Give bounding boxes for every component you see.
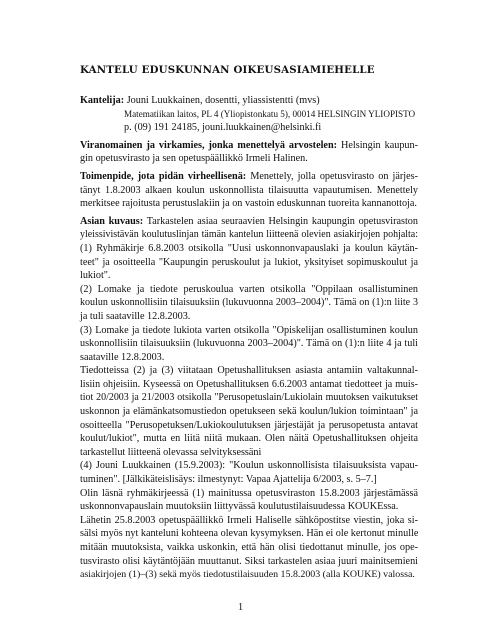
body-line: osoitteella "Perusopetuksen/Lukiokoulutuksen järjestäjät ja perusopetusta antavat	[80, 419, 418, 431]
viranomainen-section	[80, 139, 418, 166]
toimenpide-first-line	[80, 170, 418, 184]
asian-kuvaus-section	[80, 215, 418, 582]
body-line: yleissivistävän koulutuslinjan tämän kantelun liitteenä olevien asiakirjojen pohjalta:	[80, 229, 418, 241]
kantelija-name: Jouni Luukkainen, dosentti, yliassistentti (mvs)	[126, 95, 320, 106]
body-line: teet" ja osoitteella "Kaupungin peruskoulut ja lukiot, yksityiset sopimuskoulut ja	[80, 256, 418, 268]
toimenpide-line: merkitsee rajoitusta perustuslakiin ja on vastoin eduskunnan tuoreita kannanottoja.	[80, 198, 417, 210]
viranomainen-rest: gin opetusvirasto ja sen opetuspäällikkö Irmeli Halinen.	[80, 153, 308, 165]
document-body	[80, 94, 418, 586]
asian-kuvaus-label: Asian kuvaus:	[80, 215, 144, 227]
body-line: (2) Lomake ja tiedote peruskoulua varten otsikolla "Oppilaan osallistuminen	[80, 283, 418, 295]
body-line: asiakirjojen (1)–(3) sekä myös tiedotustilaisuuden 15.8.2003 (alla KOUKE) valossa.	[80, 569, 415, 581]
page-number: 1	[238, 602, 244, 613]
toimenpide-line: tänyt 1.8.2003 alkaen koulun uskonnollista tilaisuutta vapautumisen. Menettely	[80, 184, 418, 196]
viranomainen-label: Viranomainen ja virkamies, jonka menettelyä arvostelen:	[80, 139, 338, 151]
body-line: tiot 20/2003 ja 21/2003 otsikolla "Perusopetuslain/Lukiolain muutoksen vaikutukset	[80, 392, 418, 404]
kantelija-contact: p. (09) 191 24185, jouni.luukkainen@helsinki.fi	[124, 122, 322, 134]
body-line: lisiin ohjeisiin. Kyseessä on Opetushallituksen 6.6.2003 antamat tiedotteet ja muis-	[80, 378, 418, 390]
body-line: tarkastellut liitteenä olevassa selvityksessäni	[80, 446, 262, 458]
body-line: koulun uskonnollisiin tilaisuuksiin (lukuvuonna 2003–2004)". Tämä on (1):n liite 3	[80, 297, 418, 309]
body-line: Lähetin 25.8.2003 opetuspäällikkö Irmeli Haliselle sähköpostitse viestin, joka si-	[80, 514, 418, 526]
kantelija-section	[80, 94, 418, 135]
asian-kuvaus-first-line	[80, 215, 418, 229]
asian-kuvaus-text: Tarkastelen asiaa seuraavien Helsingin kaupungin opetusviraston	[146, 215, 418, 227]
viranomainen-first-line	[80, 139, 418, 153]
viranomainen-text: Helsingin kaupun-	[341, 139, 419, 151]
body-line: koulut/lukiot", mutta en liitä niitä mukaan. Olen näitä Opetushallituksen ohjeita	[80, 433, 418, 445]
body-line: tuminen". [Jälkikäteislisäys: ilmestynyt: Vapaa Ajattelija 6/2003, s. 5–7.]	[80, 474, 377, 486]
body-line: saataville 12.8.2003.	[80, 351, 165, 363]
kantelija-first-line	[80, 94, 418, 108]
body-line: Tiedotteissa (2) ja (3) viitataan Opetushallituksen asiasta antamiin valtakunnal-	[80, 365, 418, 377]
body-line: (1) Ryhmäkirje 6.8.2003 otsikolla "Uusi uskonnonvapauslaki ja koulun käytän-	[80, 242, 418, 254]
body-line: (3) Lomake ja tiedote lukiota varten otsikolla "Opiskelijan osallistuminen koulun	[80, 324, 418, 336]
kantelija-address: Matematiikan laitos, PL 4 (Yliopistonkatu 5), 00014 HELSINGIN YLIOPISTO	[124, 108, 416, 119]
body-line: uskonnonvapauslain muutoksiin liittyvässä koulutustilaisuudessa KOUKEssa.	[80, 501, 399, 513]
toimenpide-text: Menettely, jolla opetusvirasto on järjes-	[250, 170, 419, 182]
toimenpide-section	[80, 170, 418, 211]
toimenpide-label: Toimenpide, jota pidän virheellisenä:	[80, 170, 247, 182]
body-line: (4) Jouni Luukkainen (15.9.2003): "Koulun uskonnollisista tilaisuuksista vapau-	[80, 460, 418, 472]
body-line: ja tuli saataville 12.8.2003.	[80, 310, 191, 322]
body-line: uskonnollisiin tilaisuuksiin (lukuvuonna 2003–2004)". Tämä on (1):n liite 4 ja tuli	[80, 338, 418, 350]
kantelija-label: Kantelija:	[80, 95, 125, 106]
body-line: sälsi myös nyt kanteluni kohteena olevan kysymyksen. Hän ei ole kertonut minulle	[80, 528, 419, 540]
body-line: tusvirasto olisi käytäntöjään muuttanut. Siksi tarkastelen asiaa juuri mainitsemieni	[80, 555, 418, 567]
body-line: Olin läsnä ryhmäkirjeessä (1) mainitussa opetusviraston 15.8.2003 järjestämässä	[80, 487, 418, 499]
body-line: uskonnon ja elämänkatsomustiedon opetukseen sekä koulun/lukion toimintaan" ja	[80, 406, 418, 418]
body-line: lukiot".	[80, 270, 111, 282]
body-line: mitään muutoksista, vaikka uskonkin, että hän olisi tiedottanut minulle, jos ope-	[80, 542, 418, 553]
document-title: KANTELU EDUSKUNNAN OIKEUSASIAMIEHELLE	[80, 64, 375, 76]
